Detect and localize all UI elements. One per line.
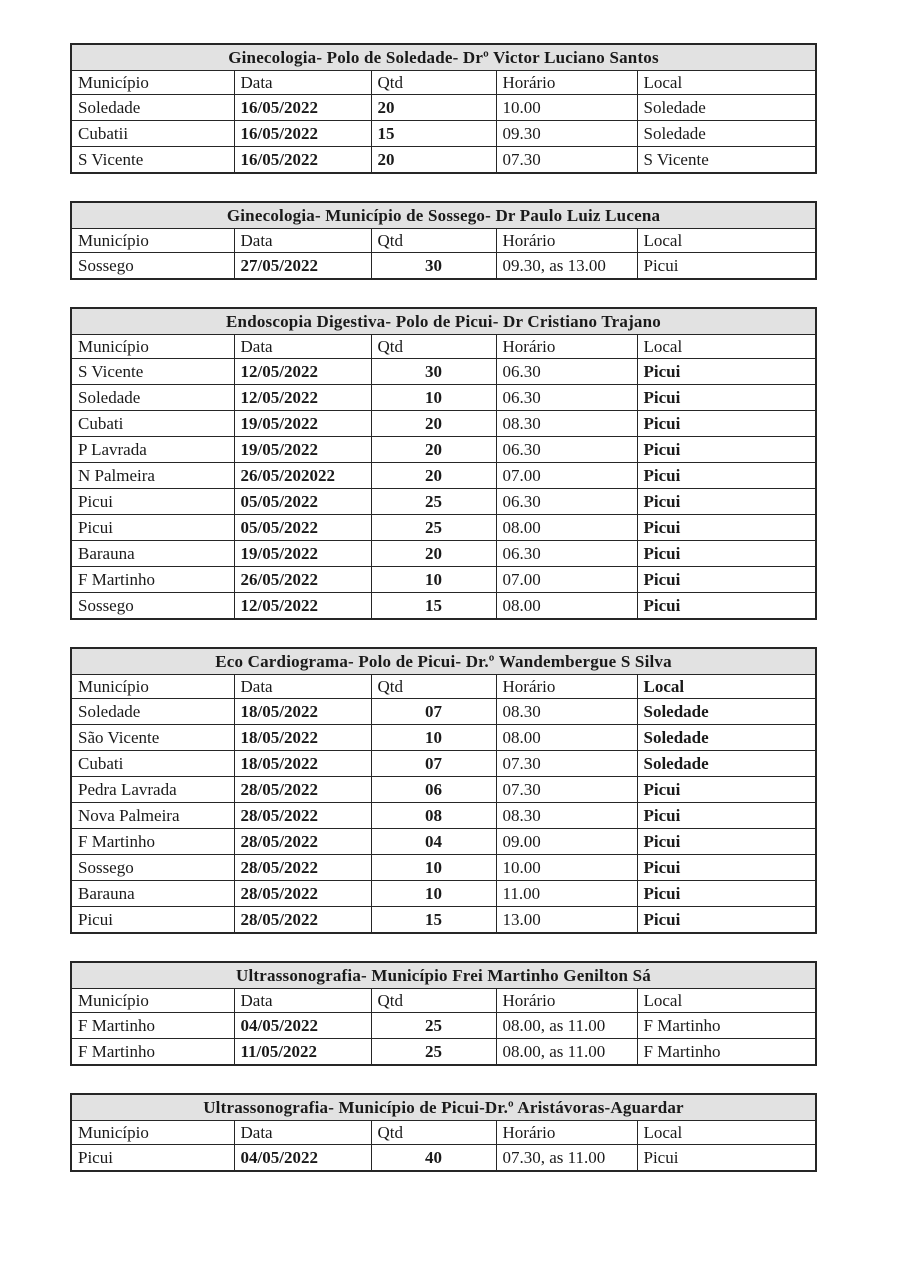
cell-data: 12/05/2022 — [234, 385, 371, 411]
cell-horario: 07.30 — [496, 147, 637, 174]
cell-data: 28/05/2022 — [234, 881, 371, 907]
cell-horario: 06.30 — [496, 541, 637, 567]
table-header-row — [71, 229, 816, 253]
table-row — [71, 437, 816, 463]
schedule-table — [70, 647, 817, 934]
cell-data: 19/05/2022 — [234, 437, 371, 463]
table-header-row — [71, 1121, 816, 1145]
cell-horario: 06.30 — [496, 385, 637, 411]
cell-local: F Martinho — [637, 1013, 816, 1039]
table-header-row — [71, 675, 816, 699]
cell-local: Picui — [637, 881, 816, 907]
cell-local: Picui — [637, 593, 816, 620]
tables-container — [70, 43, 900, 1172]
column-header-data: Data — [234, 335, 371, 359]
cell-data: 28/05/2022 — [234, 777, 371, 803]
cell-qtd: 30 — [371, 359, 496, 385]
table-row — [71, 385, 816, 411]
cell-municipio: F Martinho — [71, 567, 234, 593]
table-row — [71, 1145, 816, 1172]
cell-municipio: S Vicente — [71, 359, 234, 385]
cell-qtd: 20 — [371, 95, 496, 121]
column-header-qtd: Qtd — [371, 71, 496, 95]
cell-local: S Vicente — [637, 147, 816, 174]
table-row — [71, 699, 816, 725]
cell-data: 18/05/2022 — [234, 725, 371, 751]
table-title: Ultrassonografia- Município Frei Martinho Genilton Sá — [71, 962, 816, 989]
cell-local: Picui — [637, 907, 816, 934]
cell-qtd: 10 — [371, 881, 496, 907]
cell-data: 26/05/2022 — [234, 567, 371, 593]
table-title: Ultrassonografia- Município de Picui-Dr.º Aristávoras-Aguardar — [71, 1094, 816, 1121]
cell-horario: 06.30 — [496, 359, 637, 385]
cell-municipio: Soledade — [71, 385, 234, 411]
table-title-row — [71, 1094, 816, 1121]
cell-horario: 07.00 — [496, 463, 637, 489]
cell-local: Soledade — [637, 95, 816, 121]
table-row — [71, 121, 816, 147]
cell-horario: 09.30 — [496, 121, 637, 147]
cell-local: Picui — [637, 855, 816, 881]
cell-local: Soledade — [637, 699, 816, 725]
cell-local: Picui — [637, 385, 816, 411]
cell-data: 11/05/2022 — [234, 1039, 371, 1066]
cell-qtd: 20 — [371, 147, 496, 174]
schedule-table — [70, 307, 817, 620]
cell-data: 28/05/2022 — [234, 803, 371, 829]
column-header-data: Data — [234, 1121, 371, 1145]
column-header-local: Local — [637, 675, 816, 699]
table-title-row — [71, 648, 816, 675]
cell-local: Picui — [637, 437, 816, 463]
table-title: Ginecologia- Polo de Soledade- Drº Victor Luciano Santos — [71, 44, 816, 71]
cell-horario: 06.30 — [496, 489, 637, 515]
table-row — [71, 907, 816, 934]
cell-qtd: 15 — [371, 907, 496, 934]
column-header-local: Local — [637, 1121, 816, 1145]
table-row — [71, 1013, 816, 1039]
table-row — [71, 515, 816, 541]
cell-qtd: 25 — [371, 489, 496, 515]
column-header-local: Local — [637, 335, 816, 359]
cell-municipio: F Martinho — [71, 829, 234, 855]
column-header-qtd: Qtd — [371, 335, 496, 359]
column-header-data: Data — [234, 229, 371, 253]
table-row — [71, 829, 816, 855]
cell-municipio: Sossego — [71, 253, 234, 280]
table-title: Eco Cardiograma- Polo de Picui- Dr.º Wandembergue S Silva — [71, 648, 816, 675]
cell-municipio: F Martinho — [71, 1013, 234, 1039]
table-row — [71, 725, 816, 751]
table-row — [71, 489, 816, 515]
column-header-municipio: Município — [71, 229, 234, 253]
column-header-qtd: Qtd — [371, 675, 496, 699]
table-header-row — [71, 71, 816, 95]
table-row — [71, 463, 816, 489]
table-title-row — [71, 202, 816, 229]
cell-data: 12/05/2022 — [234, 359, 371, 385]
cell-municipio: Nova Palmeira — [71, 803, 234, 829]
table-title-row — [71, 962, 816, 989]
table-row — [71, 777, 816, 803]
cell-municipio: Picui — [71, 907, 234, 934]
cell-qtd: 20 — [371, 411, 496, 437]
cell-qtd: 06 — [371, 777, 496, 803]
column-header-horario: Horário — [496, 1121, 637, 1145]
cell-local: Picui — [637, 1145, 816, 1172]
cell-qtd: 10 — [371, 725, 496, 751]
cell-horario: 07.30 — [496, 751, 637, 777]
cell-horario: 08.30 — [496, 411, 637, 437]
cell-municipio: Pedra Lavrada — [71, 777, 234, 803]
cell-data: 16/05/2022 — [234, 95, 371, 121]
table-header-row — [71, 989, 816, 1013]
cell-horario: 10.00 — [496, 855, 637, 881]
schedule-table — [70, 1093, 817, 1172]
cell-data: 28/05/2022 — [234, 907, 371, 934]
cell-horario: 09.00 — [496, 829, 637, 855]
cell-data: 04/05/2022 — [234, 1145, 371, 1172]
cell-horario: 08.00 — [496, 725, 637, 751]
cell-municipio: Sossego — [71, 855, 234, 881]
cell-qtd: 10 — [371, 855, 496, 881]
table-row — [71, 567, 816, 593]
cell-municipio: Barauna — [71, 541, 234, 567]
table-title-row — [71, 44, 816, 71]
table-row — [71, 359, 816, 385]
table-title: Endoscopia Digestiva- Polo de Picui- Dr Cristiano Trajano — [71, 308, 816, 335]
cell-data: 28/05/2022 — [234, 855, 371, 881]
cell-data: 26/05/202022 — [234, 463, 371, 489]
cell-qtd: 10 — [371, 385, 496, 411]
cell-municipio: Picui — [71, 489, 234, 515]
schedule-table — [70, 201, 817, 280]
column-header-municipio: Município — [71, 335, 234, 359]
cell-local: Picui — [637, 803, 816, 829]
cell-qtd: 30 — [371, 253, 496, 280]
table-row — [71, 95, 816, 121]
cell-data: 27/05/2022 — [234, 253, 371, 280]
cell-qtd: 07 — [371, 699, 496, 725]
table-row — [71, 593, 816, 620]
column-header-qtd: Qtd — [371, 1121, 496, 1145]
cell-horario: 11.00 — [496, 881, 637, 907]
column-header-municipio: Município — [71, 71, 234, 95]
column-header-horario: Horário — [496, 989, 637, 1013]
cell-data: 16/05/2022 — [234, 147, 371, 174]
table-row — [71, 411, 816, 437]
cell-horario: 07.30 — [496, 777, 637, 803]
cell-municipio: Cubati — [71, 751, 234, 777]
table-row — [71, 1039, 816, 1066]
cell-horario: 08.30 — [496, 699, 637, 725]
cell-data: 19/05/2022 — [234, 541, 371, 567]
table-row — [71, 253, 816, 280]
cell-municipio: P Lavrada — [71, 437, 234, 463]
column-header-local: Local — [637, 229, 816, 253]
cell-data: 12/05/2022 — [234, 593, 371, 620]
cell-qtd: 25 — [371, 515, 496, 541]
cell-local: Picui — [637, 359, 816, 385]
column-header-municipio: Município — [71, 989, 234, 1013]
table-row — [71, 855, 816, 881]
cell-horario: 07.30, as 11.00 — [496, 1145, 637, 1172]
column-header-data: Data — [234, 675, 371, 699]
cell-local: Picui — [637, 253, 816, 280]
cell-qtd: 07 — [371, 751, 496, 777]
column-header-municipio: Município — [71, 1121, 234, 1145]
cell-horario: 06.30 — [496, 437, 637, 463]
cell-horario: 10.00 — [496, 95, 637, 121]
cell-data: 05/05/2022 — [234, 489, 371, 515]
cell-local: Soledade — [637, 751, 816, 777]
cell-data: 04/05/2022 — [234, 1013, 371, 1039]
cell-municipio: Sossego — [71, 593, 234, 620]
cell-local: Picui — [637, 567, 816, 593]
cell-data: 05/05/2022 — [234, 515, 371, 541]
cell-horario: 08.00, as 11.00 — [496, 1039, 637, 1066]
cell-data: 28/05/2022 — [234, 829, 371, 855]
cell-municipio: Picui — [71, 1145, 234, 1172]
cell-local: Picui — [637, 777, 816, 803]
cell-local: Picui — [637, 515, 816, 541]
cell-qtd: 20 — [371, 463, 496, 489]
cell-horario: 08.00 — [496, 593, 637, 620]
cell-qtd: 20 — [371, 437, 496, 463]
cell-municipio: S Vicente — [71, 147, 234, 174]
cell-local: Picui — [637, 541, 816, 567]
table-title: Ginecologia- Município de Sossego- Dr Paulo Luiz Lucena — [71, 202, 816, 229]
cell-data: 18/05/2022 — [234, 699, 371, 725]
cell-local: Picui — [637, 463, 816, 489]
cell-qtd: 40 — [371, 1145, 496, 1172]
cell-horario: 08.00, as 11.00 — [496, 1013, 637, 1039]
cell-horario: 08.30 — [496, 803, 637, 829]
table-row — [71, 751, 816, 777]
cell-qtd: 08 — [371, 803, 496, 829]
column-header-data: Data — [234, 989, 371, 1013]
cell-local: Picui — [637, 829, 816, 855]
cell-municipio: Soledade — [71, 95, 234, 121]
column-header-horario: Horário — [496, 675, 637, 699]
cell-municipio: Cubatii — [71, 121, 234, 147]
cell-qtd: 04 — [371, 829, 496, 855]
cell-data: 18/05/2022 — [234, 751, 371, 777]
column-header-qtd: Qtd — [371, 989, 496, 1013]
cell-municipio: F Martinho — [71, 1039, 234, 1066]
table-row — [71, 881, 816, 907]
cell-local: F Martinho — [637, 1039, 816, 1066]
cell-municipio: Cubati — [71, 411, 234, 437]
column-header-horario: Horário — [496, 229, 637, 253]
schedule-table — [70, 43, 817, 174]
column-header-horario: Horário — [496, 335, 637, 359]
column-header-local: Local — [637, 989, 816, 1013]
cell-data: 16/05/2022 — [234, 121, 371, 147]
cell-qtd: 10 — [371, 567, 496, 593]
cell-qtd: 25 — [371, 1039, 496, 1066]
table-row — [71, 147, 816, 174]
table-row — [71, 541, 816, 567]
cell-local: Picui — [637, 411, 816, 437]
cell-municipio: Soledade — [71, 699, 234, 725]
table-title-row — [71, 308, 816, 335]
column-header-horario: Horário — [496, 71, 637, 95]
cell-local: Picui — [637, 489, 816, 515]
cell-qtd: 15 — [371, 121, 496, 147]
cell-municipio: Barauna — [71, 881, 234, 907]
cell-qtd: 15 — [371, 593, 496, 620]
cell-horario: 09.30, as 13.00 — [496, 253, 637, 280]
column-header-data: Data — [234, 71, 371, 95]
cell-local: Soledade — [637, 725, 816, 751]
cell-horario: 13.00 — [496, 907, 637, 934]
cell-municipio: Picui — [71, 515, 234, 541]
cell-municipio: São Vicente — [71, 725, 234, 751]
table-row — [71, 803, 816, 829]
cell-data: 19/05/2022 — [234, 411, 371, 437]
column-header-local: Local — [637, 71, 816, 95]
column-header-qtd: Qtd — [371, 229, 496, 253]
cell-local: Soledade — [637, 121, 816, 147]
column-header-municipio: Município — [71, 675, 234, 699]
table-header-row — [71, 335, 816, 359]
cell-qtd: 20 — [371, 541, 496, 567]
cell-horario: 07.00 — [496, 567, 637, 593]
schedule-table — [70, 961, 817, 1066]
cell-qtd: 25 — [371, 1013, 496, 1039]
cell-municipio: N Palmeira — [71, 463, 234, 489]
cell-horario: 08.00 — [496, 515, 637, 541]
